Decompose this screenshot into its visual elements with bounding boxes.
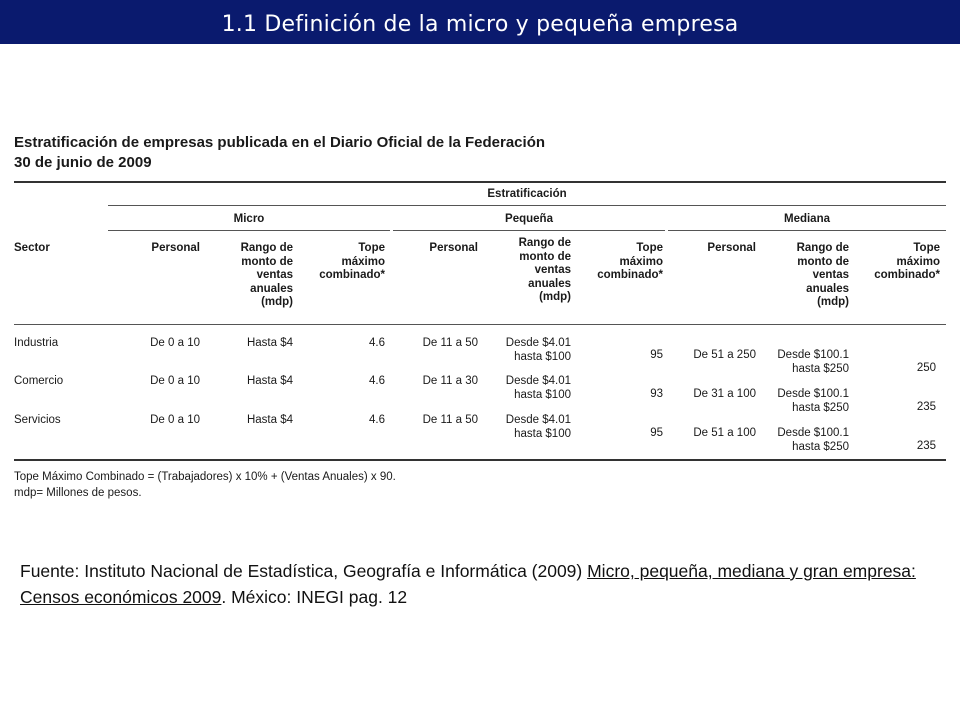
source-suffix: . México: INEGI pag. 12 <box>221 587 408 607</box>
cell-med-personal: De 51 a 250 <box>693 349 756 361</box>
cell-micro-personal: De 0 a 10 <box>150 414 200 426</box>
size-header-pequena: Pequeña <box>505 213 553 225</box>
cell-micro-rango: Hasta $4 <box>246 337 293 349</box>
cell-med-tope: 235 <box>916 401 936 413</box>
col-header-personal: Personal <box>151 242 200 254</box>
micro-rule <box>108 230 390 231</box>
size-header-micro: Micro <box>233 213 265 225</box>
table-title <box>14 133 545 173</box>
footnote-mdp: mdp= Millones de pesos. <box>14 487 142 499</box>
col-header-tope: Tope máximo combinado* <box>874 242 940 281</box>
col-header-rango: Rango de monto de ventas anuales (mdp) <box>240 242 293 308</box>
cell-micro-personal: De 0 a 10 <box>150 375 200 387</box>
table-bottom-rule <box>14 459 946 461</box>
cell-peq-rango: Desde $4.01 hasta $100 <box>505 375 571 401</box>
cell-peq-personal: De 11 a 50 <box>422 414 478 426</box>
cell-peq-tope: 95 <box>650 427 663 439</box>
cell-peq-personal: De 11 a 50 <box>422 337 478 349</box>
group-header: Estratificación <box>487 188 567 200</box>
cell-med-tope: 235 <box>916 440 936 452</box>
group-rule <box>108 205 946 206</box>
table-top-rule <box>14 181 946 183</box>
source-citation <box>20 558 950 610</box>
pequena-rule <box>393 230 665 231</box>
col-header-tope: Tope máximo combinado* <box>319 242 385 281</box>
col-header-tope: Tope máximo combinado* <box>597 242 663 281</box>
header-bottom-rule <box>14 324 946 325</box>
table-row-sector: Servicios <box>14 414 61 426</box>
col-header-personal: Personal <box>707 242 756 254</box>
cell-med-rango: Desde $100.1 hasta $250 <box>777 349 849 375</box>
size-header-mediana: Mediana <box>783 213 830 225</box>
mediana-rule <box>668 230 946 231</box>
sector-header: Sector <box>14 242 50 254</box>
cell-peq-rango: Desde $4.01 hasta $100 <box>505 337 571 363</box>
col-header-personal: Personal <box>429 242 478 254</box>
cell-micro-personal: De 0 a 10 <box>150 337 200 349</box>
cell-micro-rango: Hasta $4 <box>246 414 293 426</box>
table-row-sector: Industria <box>14 337 59 349</box>
cell-peq-personal: De 11 a 30 <box>422 375 478 387</box>
footnote-tope: Tope Máximo Combinado = (Trabajadores) x 10% + (Ventas Anuales) x 90. <box>14 471 396 483</box>
cell-med-tope: 250 <box>916 362 936 374</box>
table-row-sector: Comercio <box>14 375 64 387</box>
cell-micro-rango: Hasta $4 <box>246 375 293 387</box>
source-prefix: Fuente: Instituto Nacional de Estadística, Geografía e Informática (2009) <box>20 561 588 581</box>
cell-med-rango: Desde $100.1 hasta $250 <box>777 388 849 414</box>
cell-peq-tope: 93 <box>650 388 663 400</box>
table-title-line2: 30 de junio de 2009 <box>14 154 152 171</box>
cell-med-personal: De 31 a 100 <box>693 388 756 400</box>
cell-med-personal: De 51 a 100 <box>693 427 756 439</box>
cell-micro-tope: 4.6 <box>369 375 385 387</box>
col-header-rango: Rango de monto de ventas anuales (mdp) <box>796 242 849 308</box>
slide-title: 1.1 Definición de la micro y pequeña empresa <box>221 12 739 37</box>
table-title-line1: Estratificación de empresas publicada en el Diario Oficial de la Federación <box>14 134 546 151</box>
cell-micro-tope: 4.6 <box>369 414 385 426</box>
cell-micro-tope: 4.6 <box>369 337 385 349</box>
col-header-rango: Rango de monto de ventas anuales (mdp) <box>518 237 571 303</box>
source-work-title: Micro, pequeña, mediana y gran empresa: Censos económicos 2009 <box>20 561 916 607</box>
cell-peq-rango: Desde $4.01 hasta $100 <box>505 414 571 440</box>
cell-peq-tope: 95 <box>650 349 663 361</box>
cell-med-rango: Desde $100.1 hasta $250 <box>777 427 849 453</box>
